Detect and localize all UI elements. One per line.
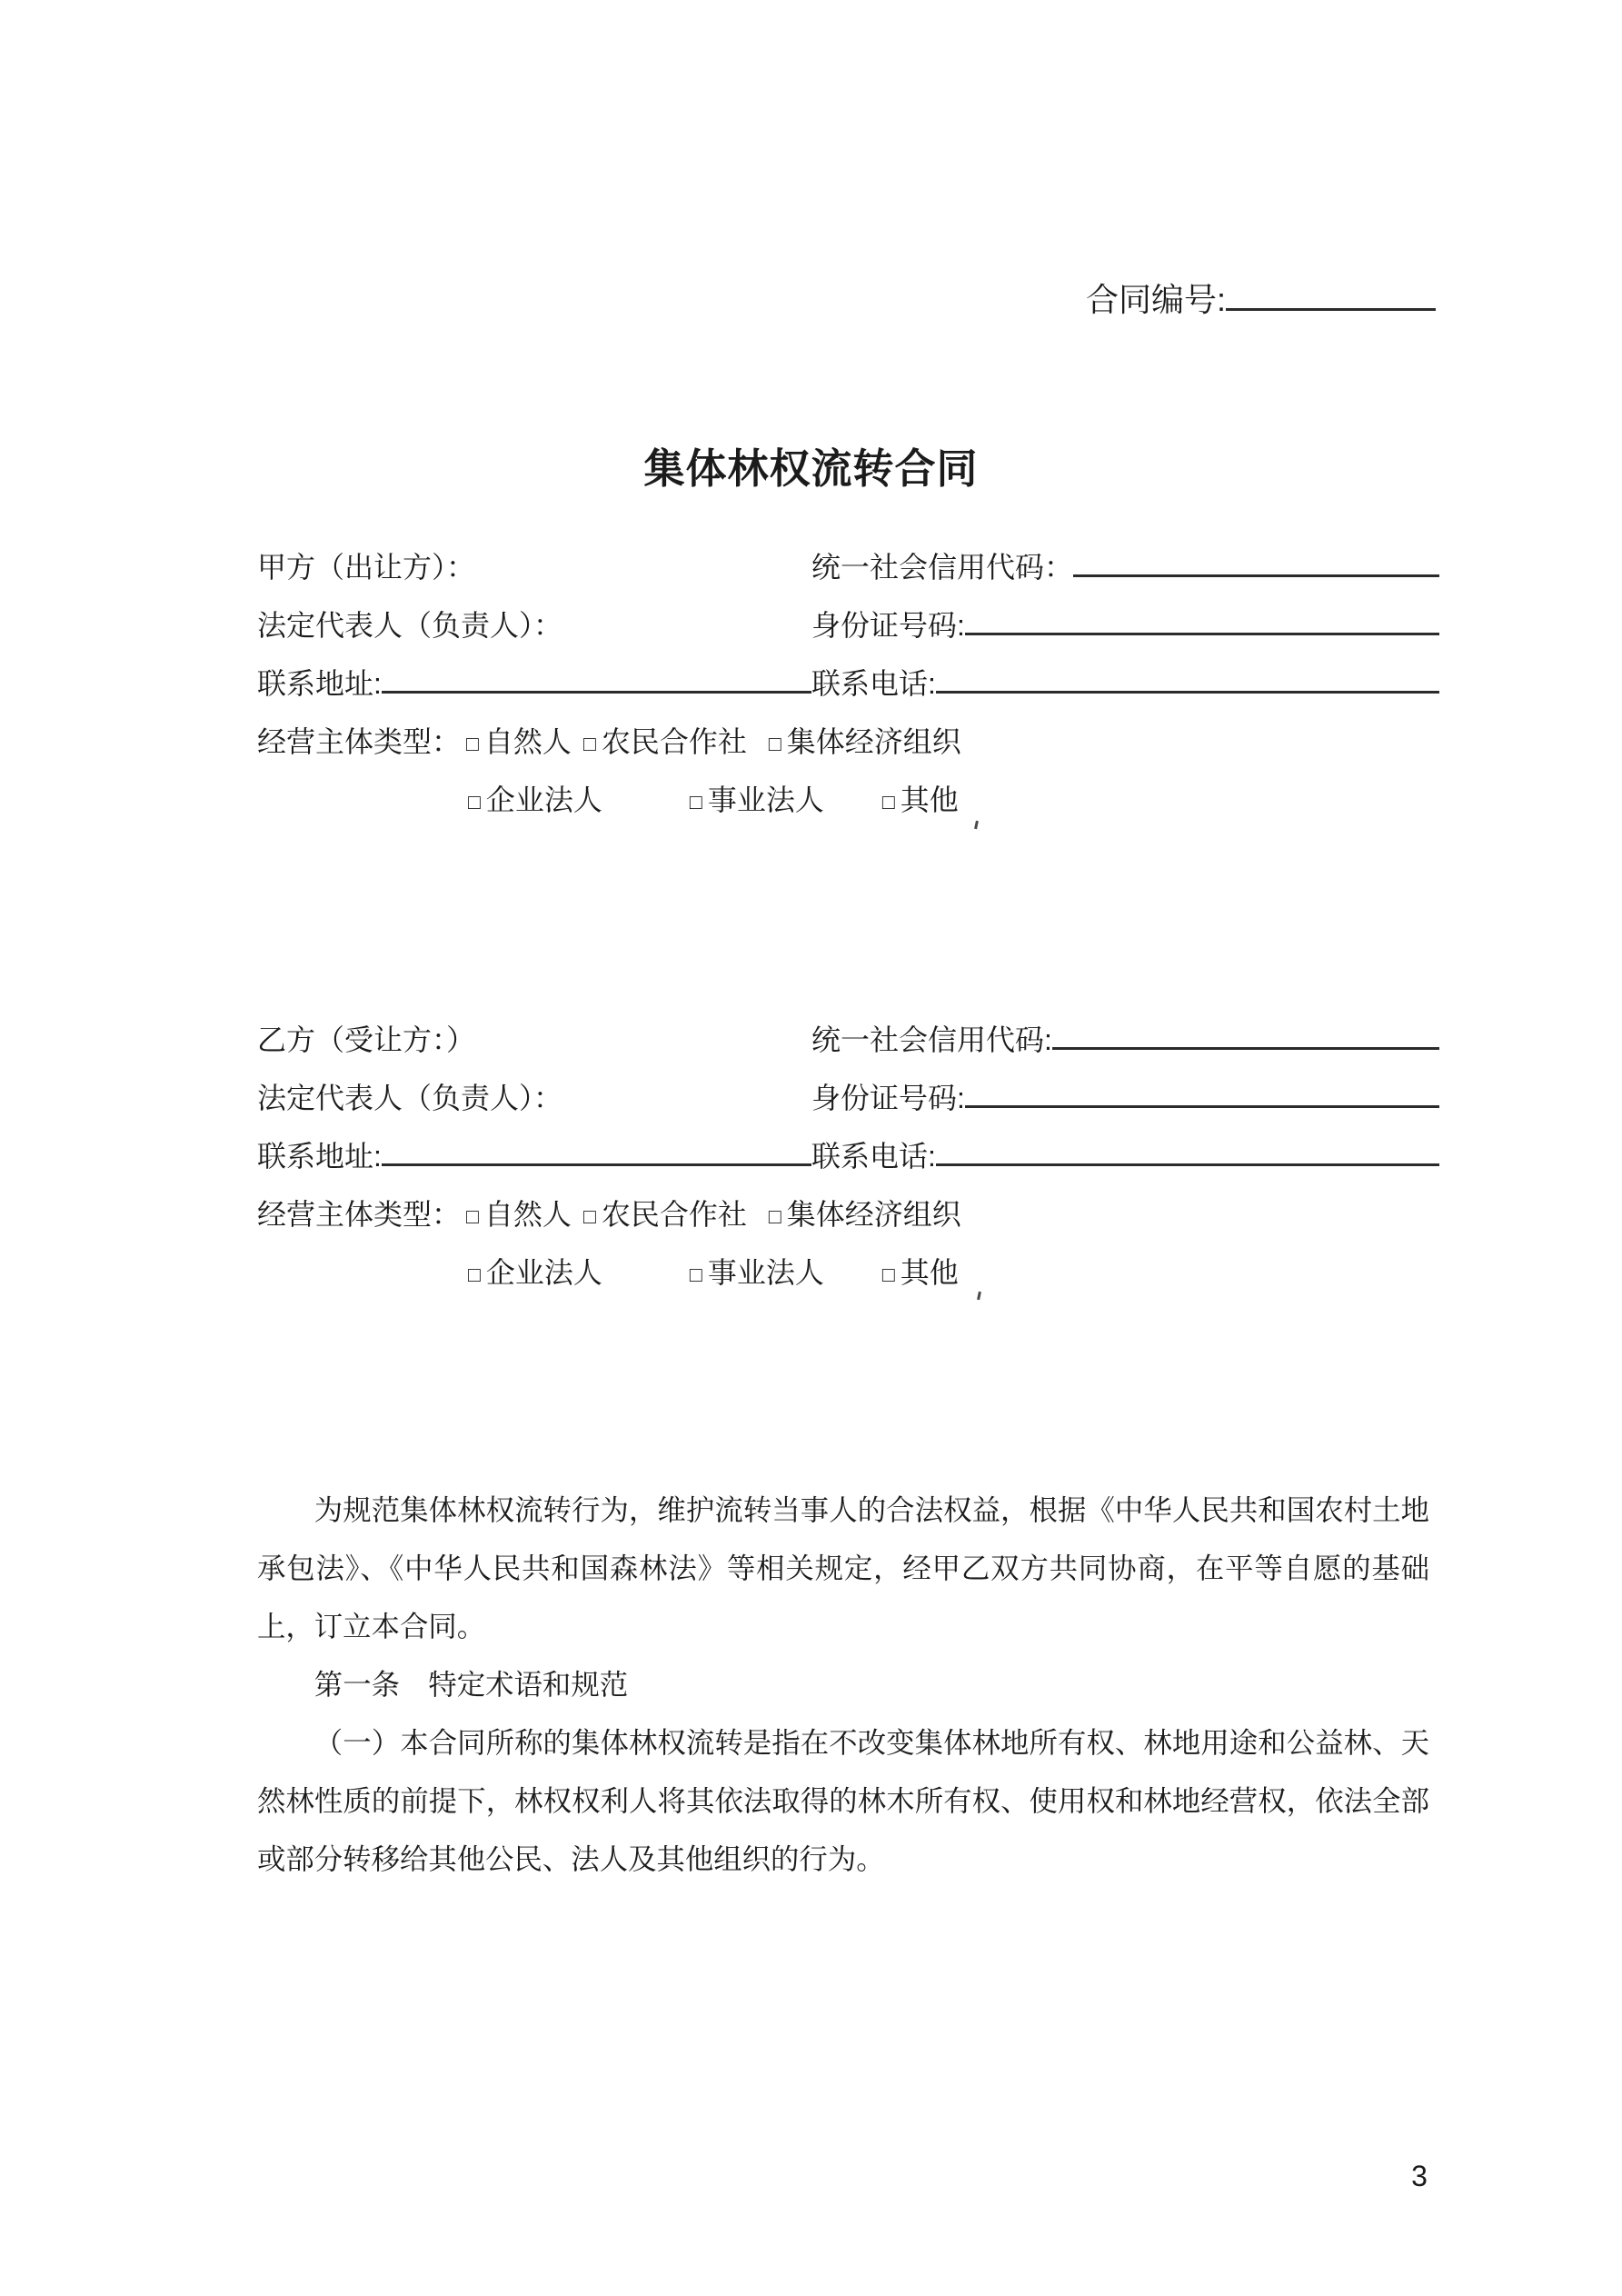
party-a-name-label: 甲方（出让方）： — [257, 551, 476, 584]
entity-option-label: 集体经济组织 — [786, 1198, 961, 1231]
contract-number-row — [1086, 273, 1436, 327]
checkbox-icon: □ — [468, 790, 481, 814]
checkbox-icon: □ — [768, 1204, 781, 1228]
checkbox-icon: □ — [881, 790, 895, 814]
entity-option-enterprise-legal-person — [468, 1243, 602, 1304]
party-a-entity-type-row2 — [257, 771, 1439, 829]
party-a-credit-code-label: 统一社会信用代码： — [811, 551, 1074, 584]
party-b-name-label: 乙方（受让方：） — [257, 1023, 476, 1056]
entity-option-collective-economy — [769, 1185, 961, 1246]
party-a-phone-blank — [936, 682, 1439, 694]
party-a-row-name — [257, 538, 1439, 596]
checkbox-icon: □ — [582, 1204, 596, 1228]
entity-option-label: 自然人 — [483, 1198, 572, 1231]
party-a-credit-code-blank — [1073, 565, 1439, 577]
party-a-address-label: 联系地址: — [257, 667, 382, 700]
party-a-entity-type-label: 经营主体类型： — [257, 725, 462, 758]
entity-option-label: 农民合作社 — [601, 725, 747, 758]
party-b-legal-rep-label: 法定代表人（负责人）： — [257, 1082, 563, 1114]
party-b-credit-code-label: 统一社会信用代码: — [811, 1023, 1052, 1056]
entity-option-label: 企业法人 — [485, 1256, 602, 1289]
party-a-row-contact — [257, 654, 1439, 713]
party-b-entity-type-label: 经营主体类型： — [257, 1198, 462, 1231]
party-b-entity-type-row — [257, 1185, 1439, 1243]
party-a-legal-rep-label: 法定代表人（负责人）： — [257, 609, 563, 642]
party-b-id-number-label: 身份证号码: — [811, 1082, 965, 1114]
checkbox-icon: □ — [466, 732, 479, 755]
party-a-id-number-label: 身份证号码: — [811, 609, 965, 642]
entity-option-natural-person — [466, 1185, 572, 1246]
entity-option-label: 企业法人 — [485, 784, 602, 816]
entity-option-farmer-coop — [583, 1185, 747, 1246]
checkbox-icon: □ — [689, 790, 702, 814]
entity-option-enterprise-legal-person — [468, 771, 602, 832]
entity-option-label: 集体经济组织 — [786, 725, 961, 758]
checkbox-icon: □ — [768, 732, 781, 755]
party-b-id-number-blank — [965, 1096, 1439, 1108]
entity-option-natural-person — [466, 713, 572, 774]
party-a-row-legal-rep — [257, 596, 1439, 654]
party-b-phone-label: 联系电话: — [811, 1140, 936, 1173]
checkbox-icon: □ — [881, 1263, 895, 1286]
party-a-phone-label: 联系电话: — [811, 667, 936, 700]
contract-body — [257, 1482, 1429, 1889]
party-a-section — [257, 538, 1439, 829]
entity-option-collective-economy — [769, 713, 961, 774]
checkbox-icon: □ — [582, 732, 596, 755]
page-number: 3 — [1411, 2160, 1428, 2192]
party-b-row-name — [257, 1011, 1439, 1069]
party-b-row-contact — [257, 1127, 1439, 1185]
entity-option-label: 事业法人 — [707, 784, 824, 816]
party-a-id-number-blank — [965, 624, 1439, 635]
party-b-credit-code-blank — [1052, 1038, 1439, 1050]
checkbox-icon: □ — [689, 1263, 702, 1286]
entity-option-label: 其他 — [900, 1256, 959, 1289]
entity-option-other — [882, 1243, 959, 1304]
preamble-paragraph: 为规范集体林权流转行为，维护流转当事人的合法权益，根据《中华人民共和国农村土地承包法》、《中华人民共和国森林法》等相关规定，经甲乙双方共同协商，在平等自愿的基础上，订立本合同。 — [257, 1494, 1429, 1642]
checkbox-icon: □ — [466, 1204, 479, 1228]
entity-option-label: 农民合作社 — [601, 1198, 747, 1231]
entity-option-farmer-coop — [583, 713, 747, 774]
party-b-section — [257, 1011, 1439, 1302]
entity-option-label: 其他 — [900, 784, 959, 816]
party-a-entity-type-row — [257, 713, 1439, 771]
contract-number-label: 合同编号: — [1086, 281, 1227, 318]
party-b-address-label: 联系地址: — [257, 1140, 382, 1173]
article1-item1: （一）本合同所称的集体林权流转是指在不改变集体林地所有权、林地用途和公益林、天然林性质的前提下，林权权利人将其依法取得的林木所有权、使用权和林地经营权，依法全部或部分转移给其他公民、法人及其他组织的行为。 — [257, 1727, 1429, 1875]
entity-option-institution-legal-person — [690, 771, 824, 832]
party-b-phone-blank — [936, 1154, 1439, 1166]
checkbox-icon: □ — [468, 1263, 481, 1286]
party-b-address-blank — [382, 1154, 811, 1166]
party-b-row-legal-rep — [257, 1069, 1439, 1127]
page-title: 集体林权流转合同 — [643, 445, 979, 492]
party-a-address-blank — [382, 682, 811, 694]
entity-option-label: 事业法人 — [707, 1256, 824, 1289]
entity-option-label: 自然人 — [483, 725, 572, 758]
party-b-entity-type-row2 — [257, 1243, 1439, 1302]
entity-option-other — [882, 771, 959, 832]
contract-number-blank — [1226, 299, 1436, 311]
article1-heading: 第一条 特定术语和规范 — [313, 1669, 629, 1701]
entity-option-institution-legal-person — [690, 1243, 824, 1304]
